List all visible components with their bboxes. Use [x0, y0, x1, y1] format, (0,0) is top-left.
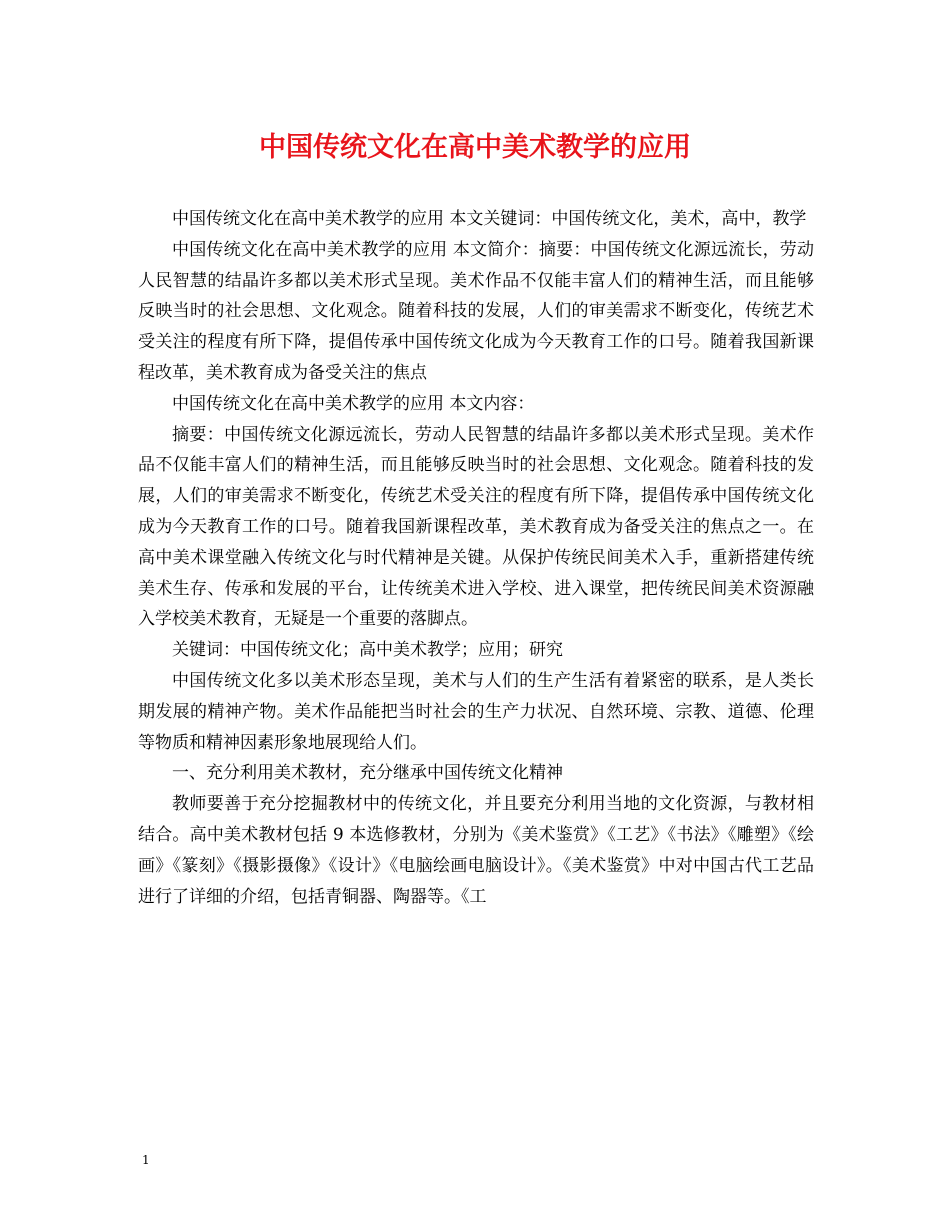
paragraph-keywords-intro: 中国传统文化在高中美术教学的应用 本文关键词：中国传统文化，美术，高中，教学: [172, 209, 807, 229]
paragraph-abstract: 摘要：中国传统文化源远流长，劳动人民智慧的结晶许多都以美术形式呈现。美术作品不仅能丰富人们的精神生活，而且能够反映当时的社会思想、文化观念。随着科技的发展，人们的审美需求不断变化，传统艺术受关注的程度有所下降，提倡传承中国传统文化成为今天教育工作的口号。随着我国新课程改革，美术教育成为备受关注的焦点之一。在高中美术课堂融入传统文化与时代精神是关键。从保护传统民间美术入手，重新搭建传统美术生存、传承和发展的平台，让传统美术进入学校、进入课堂，把传统民间美术资源融入学校美术教育，无疑是一个重要的落脚点。: [138, 424, 814, 630]
section-heading-1: 一、充分利用美术教材，充分继承中国传统文化精神: [172, 763, 563, 784]
paragraph-summary-intro: 中国传统文化在高中美术教学的应用 本文简介：摘要：中国传统文化源远流长，劳动人民智慧的结晶许多都以美术形式呈现。美术作品不仅能丰富人们的精神生活，而且能够反映当时的社会思想、文化观念。随着科技的发展，人们的审美需求不断变化，传统艺术受关注的程度有所下降，提倡传承中国传统文化成为今天教育工作的口号。随着我国新课程改革，美术教育成为备受关注的焦点: [138, 239, 814, 383]
page-number: 1: [142, 1153, 150, 1167]
paragraph-keywords: 关键词：中国传统文化；高中美术教学；应用；研究: [172, 640, 563, 661]
document-title: 中国传统文化在高中美术教学的应用: [259, 132, 691, 163]
paragraph-content-heading: 中国传统文化在高中美术教学的应用 本文内容：: [172, 393, 535, 414]
paragraph-introduction: 中国传统文化多以美术形态呈现，美术与人们的生产生活有着紧密的联系，是人类长期发展的精神产物。美术作品能把当时社会的生产力状况、自然环境、宗教、道德、伦理等物质和精神因素形象地展现给人们。: [138, 670, 814, 753]
document-body: [138, 204, 814, 912]
paragraph-section-1-body: 教师要善于充分挖掘教材中的传统文化，并且要充分利用当地的文化资源，与教材相结合。高中美术教材包括 9 本选修教材，分别为《美术鉴赏》《工艺》《书法》《雕塑》《绘画》《篆刻》《摄影摄像》《设计》《电脑绘画电脑设计》。《美术鉴赏》中对中国古代工艺品进行了详细的介绍，包括青铜器、陶器等。《工: [138, 794, 814, 907]
